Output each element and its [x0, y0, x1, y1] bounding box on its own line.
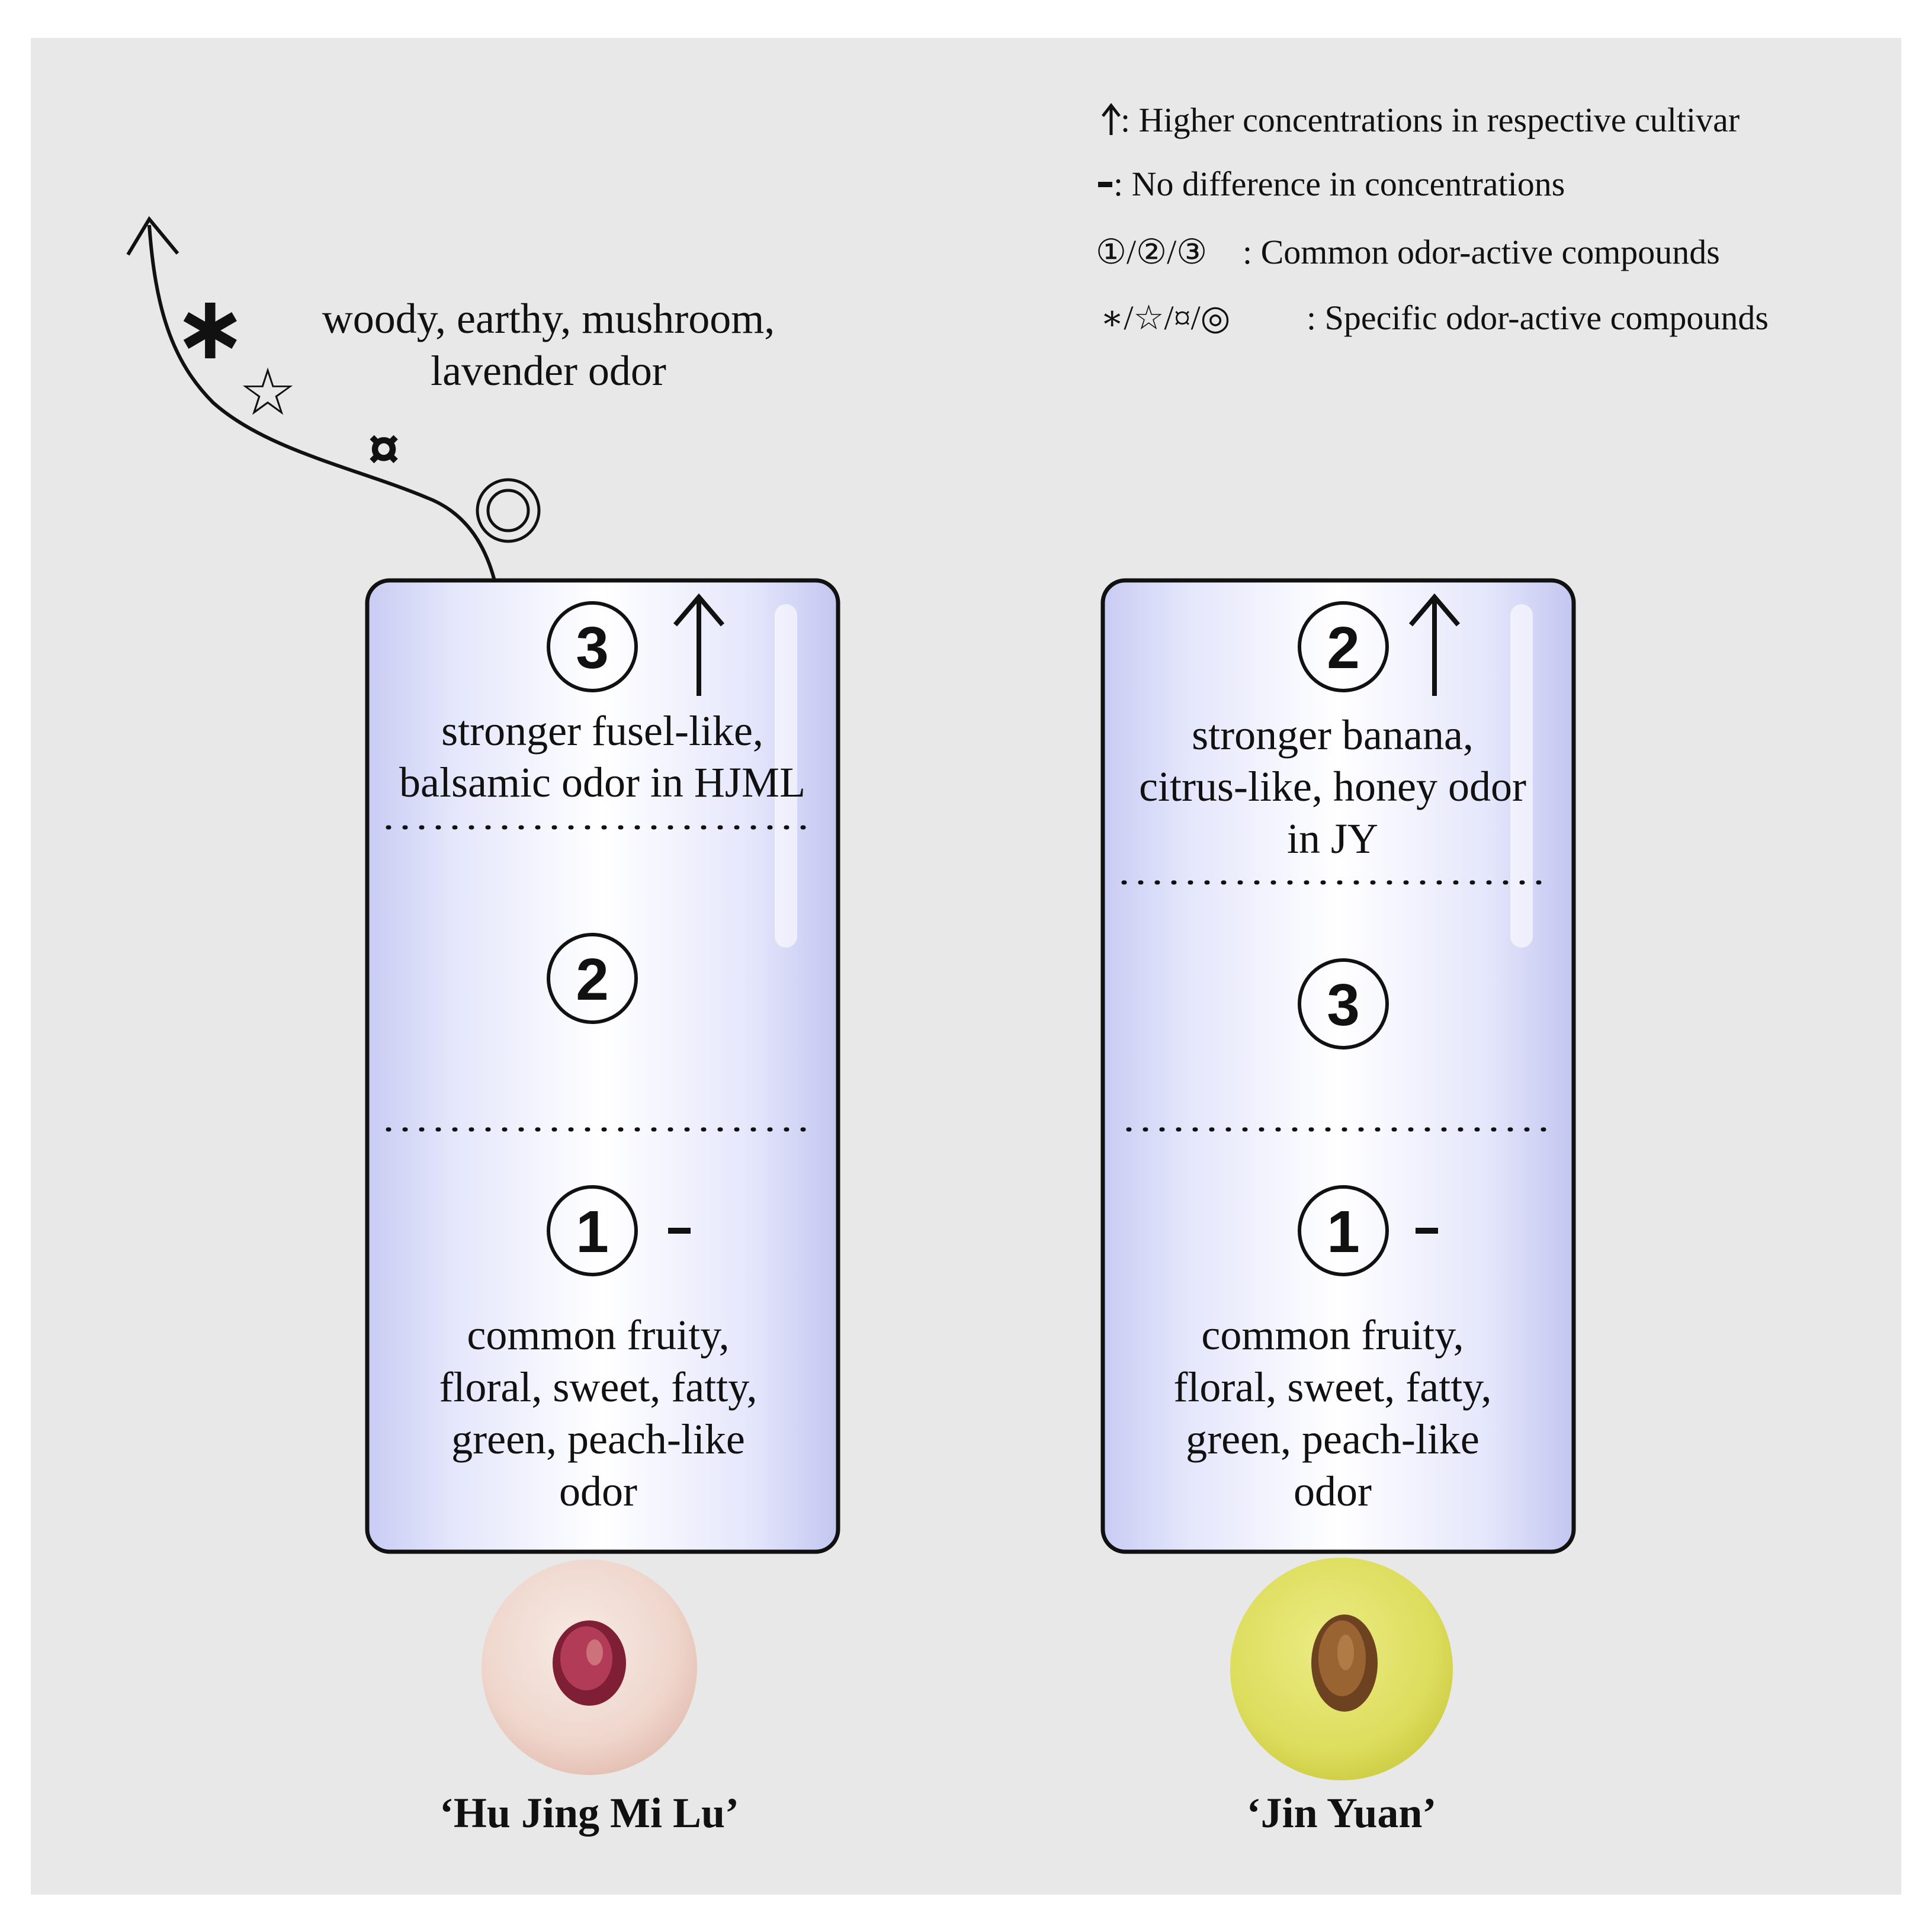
double-circle-icon — [477, 480, 539, 541]
specific-odor-line-1: woody, earthy, mushroom, — [322, 295, 775, 342]
specific-odor-line-2: lavender odor — [431, 347, 666, 394]
compound-number: 2 — [576, 946, 609, 1013]
odor-text-line: green, peach-like — [451, 1416, 745, 1463]
legend-item-common — [1096, 233, 1720, 271]
legend-item-no-difference — [1098, 165, 1565, 203]
odor-text-line: stronger fusel-like, — [441, 707, 763, 755]
cultivar-jy — [1103, 580, 1574, 1837]
dash-icon — [1098, 182, 1112, 187]
odor-text-line: common fruity, — [1201, 1311, 1464, 1359]
dash-icon — [668, 1228, 691, 1234]
odor-text-line: in JY — [1286, 815, 1379, 862]
cultivar-name: ‘Hu Jing Mi Lu’ — [439, 1789, 740, 1837]
legend-text-no-difference: : No difference in concentrations — [1113, 165, 1565, 203]
odor-text-line: odor — [559, 1468, 637, 1515]
odor-text-line: balsamic odor in HJML — [399, 759, 805, 806]
cultivar-name: ‘Jin Yuan’ — [1246, 1789, 1437, 1837]
legend-symbol-common: ①/②/③ — [1096, 233, 1208, 271]
legend-item-specific — [1100, 299, 1769, 337]
legend-text-specific: : Specific odor-active compounds — [1307, 299, 1769, 337]
fruit-photo — [482, 1559, 697, 1775]
odor-text-line: odor — [1294, 1468, 1372, 1515]
legend-symbol-specific: ∗/☆/¤/◎ — [1100, 299, 1231, 337]
odor-text-line: floral, sweet, fatty, — [1173, 1363, 1492, 1411]
odor-text-line: citrus-like, honey odor — [1139, 763, 1526, 810]
compound-number: 2 — [1327, 615, 1360, 681]
odor-text-line: stronger banana, — [1192, 711, 1474, 759]
compound-number: 1 — [1327, 1199, 1360, 1265]
odor-text-line: green, peach-like — [1186, 1416, 1480, 1463]
odor-text-line: floral, sweet, fatty, — [439, 1363, 758, 1411]
legend-item-higher — [1103, 101, 1740, 139]
odor-text-line: common fruity, — [467, 1311, 730, 1359]
legend — [1096, 101, 1769, 337]
legend-text-common: : Common odor-active compounds — [1243, 233, 1720, 271]
compound-number: 3 — [576, 615, 609, 681]
dash-icon — [1416, 1228, 1438, 1234]
star-icon: ☆ — [238, 357, 297, 429]
fruit-photo — [1230, 1558, 1453, 1780]
compound-number: 3 — [1327, 972, 1360, 1038]
compound-number: 1 — [576, 1199, 609, 1265]
currency-sign-icon: ¤ — [368, 418, 400, 480]
asterisk-icon: ∗ — [173, 278, 248, 377]
legend-text-higher: : Higher concentrations in respective cultivar — [1121, 101, 1740, 139]
cultivar-hjml — [367, 580, 838, 1837]
